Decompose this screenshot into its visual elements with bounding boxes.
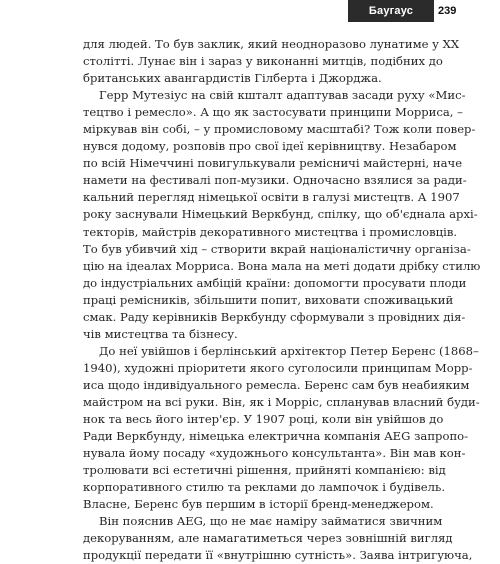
paragraph — [83, 343, 480, 513]
text-line: до індустріальних амбіцій країни: допомогти просувати плоди — [83, 275, 467, 290]
page-number: 239 — [438, 5, 457, 17]
text-line: нувся додому, розповів про свої ідеї керівництву. Незабаром — [83, 139, 457, 154]
text-line: декоруванням, але намагатиметься через зовнішній вигляд — [83, 531, 453, 546]
paragraph — [83, 87, 481, 343]
text-line: продукції передати її «внутрішню сутність». Заява інтригуюча, — [83, 548, 473, 563]
paragraph — [83, 36, 460, 87]
text-line: британських авангардистів Гілберта і Джорджа. — [83, 71, 382, 86]
text-line: року заснували Німецький Веркбунд, спілку, що об'єднала архі- — [83, 207, 478, 222]
text-line: майстром на всі руки. Він, як і Морріс, спланував власний буди- — [83, 394, 480, 409]
text-line: иса щодо індивідуального ремесла. Беренс сам був неабияким — [83, 377, 470, 392]
text-line: До неї увійшов і берлінський архітектор Петер Беренс (1868– — [99, 343, 479, 358]
text-line: столітті. Лунає він і зараз у виконанні митців, подібних до — [83, 54, 443, 69]
body-text — [83, 36, 481, 564]
text-line: То був убивчий хід – створити вкрай націоналістичну організа- — [83, 241, 471, 256]
text-line: міркував він собі, – у промисловому масштабі? Тож коли повер- — [83, 122, 476, 137]
text-line: нувала йому посаду «художнього консультанта». Він мав кон- — [83, 446, 466, 461]
text-line: тролювати всі естетичні рішення, прийняті компанією: від — [83, 463, 446, 478]
text-line: Герр Мутезіус на свій кшталт адаптував засади руху «Мис- — [99, 88, 466, 103]
text-line: смак. Раду керівників Веркбунду сформували з провідних дія- — [83, 309, 466, 324]
text-line: по всій Німеччині повигулькували ремісничі майстерні, наче — [83, 156, 463, 171]
text-line: праці ремісників, збільшити попит, виховати споживацький — [83, 292, 454, 307]
text-line: корпоративного стилю та реклами до лампочок і будівель. — [83, 480, 446, 495]
text-line: нок та весь його інтер'єр. У 1907 році, коли він увійшов до — [83, 412, 444, 427]
text-line: цію на ідеалах Морриса. Вона мала на меті додати дрібку стилю — [83, 258, 481, 273]
text-line: Він пояснив AEG, що не має наміру займатися звичним — [99, 514, 443, 529]
text-line: 1940), художні пріоритети якого суголосили принципам Морр- — [83, 360, 473, 375]
running-header-section-title: Баугаус — [348, 0, 434, 22]
text-line: для людей. То був заклик, який неодноразово лунатиме у XX — [83, 37, 460, 51]
text-line: намети на фестивалі поп-музики. Одночасно взялися за ради- — [83, 173, 467, 188]
text-line: тецтво і ремесло». А що як застосувати принципи Морриса, – — [83, 105, 463, 120]
text-line: Ради Веркбунду, німецька електрична компанія AEG запропо- — [83, 429, 469, 444]
paragraph — [83, 513, 473, 564]
text-line: Власне, Беренс був першим в історії бренд-менеджером. — [83, 497, 434, 512]
text-line: текторів, майстрів декоративного мистецтва і промисловців. — [83, 224, 458, 239]
text-line: чів мистецтва та бізнесу. — [83, 326, 238, 341]
text-line: кальний перегляд німецької освіти в галузі мистецтв. А 1907 — [83, 190, 460, 205]
